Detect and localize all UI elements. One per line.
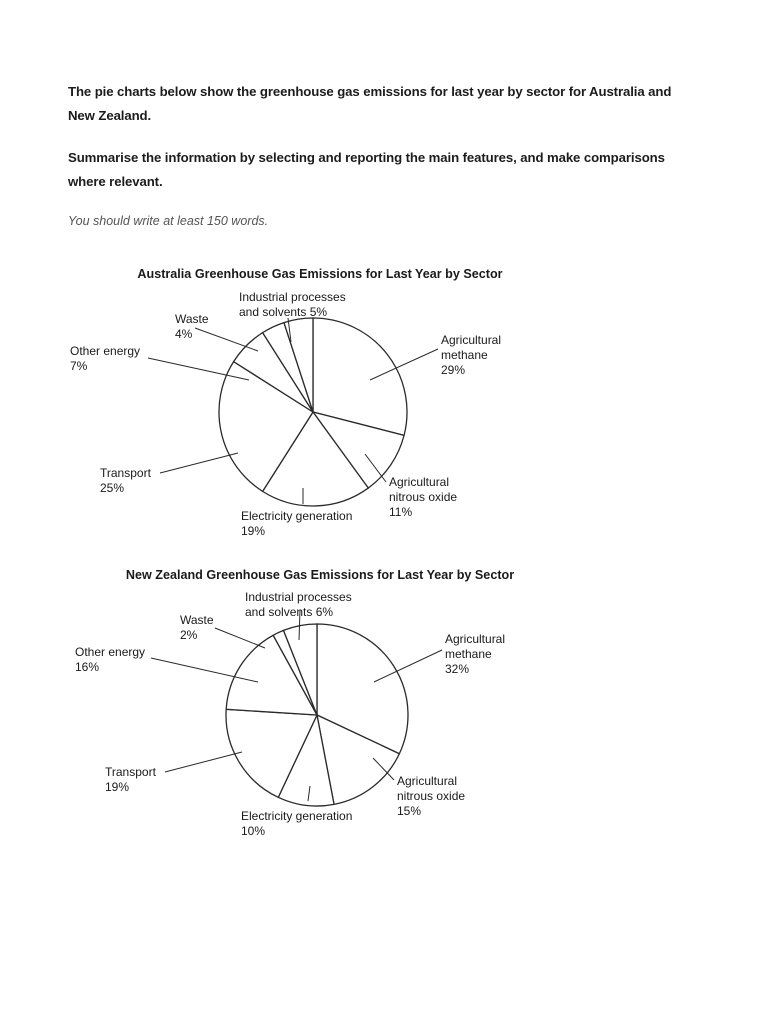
slice-label-waste: Waste 4% (175, 312, 209, 341)
slice-label-agricultural-methane: Agricultural methane 29% (441, 333, 502, 377)
slice-label-industrial-processes: Industrial processes and solvents 6% (245, 590, 352, 619)
slice-label-other-energy: Other energy 16% (75, 645, 146, 674)
slice-label-electricity-generation: Electricity generation 19% (241, 509, 353, 538)
chart-title: Australia Greenhouse Gas Emissions for Last Year by Sector (137, 267, 503, 281)
leader-line-transport (165, 752, 242, 772)
leader-line-waste (215, 628, 265, 648)
leader-line-waste (195, 328, 258, 351)
slice-label-agricultural-methane: Agricultural methane 32% (445, 632, 506, 676)
slice-label-electricity-generation: Electricity generation 10% (241, 809, 353, 838)
slice-label-agricultural-nitrous-oxide: Agricultural nitrous oxide 11% (389, 475, 458, 519)
slice-label-industrial-processes: Industrial processes and solvents 5% (239, 290, 346, 319)
pie-slices (219, 318, 407, 506)
new-zealand-pie-chart (0, 558, 768, 858)
pie-slices (226, 624, 408, 806)
slice-label-other-energy: Other energy 7% (70, 344, 141, 373)
task-prompt-charts: The pie charts below show the greenhouse gas emissions for last year by sector for Australia and New Zealand. (68, 84, 672, 123)
slice-label-agricultural-nitrous-oxide: Agricultural nitrous oxide 15% (397, 774, 466, 818)
slice-label-waste: Waste 2% (180, 613, 214, 642)
leader-line-transport (160, 453, 238, 473)
chart-title: New Zealand Greenhouse Gas Emissions for Last Year by Sector (125, 568, 515, 582)
slice-label-transport: Transport 19% (105, 765, 156, 794)
task-prompt-summarise: Summarise the information by selecting and reporting the main features, and make comparisons where relevant. (68, 150, 665, 189)
slice-label-transport: Transport 25% (100, 466, 151, 495)
word-count-instruction: You should write at least 150 words. (68, 214, 269, 228)
australia-pie-chart (0, 258, 768, 550)
